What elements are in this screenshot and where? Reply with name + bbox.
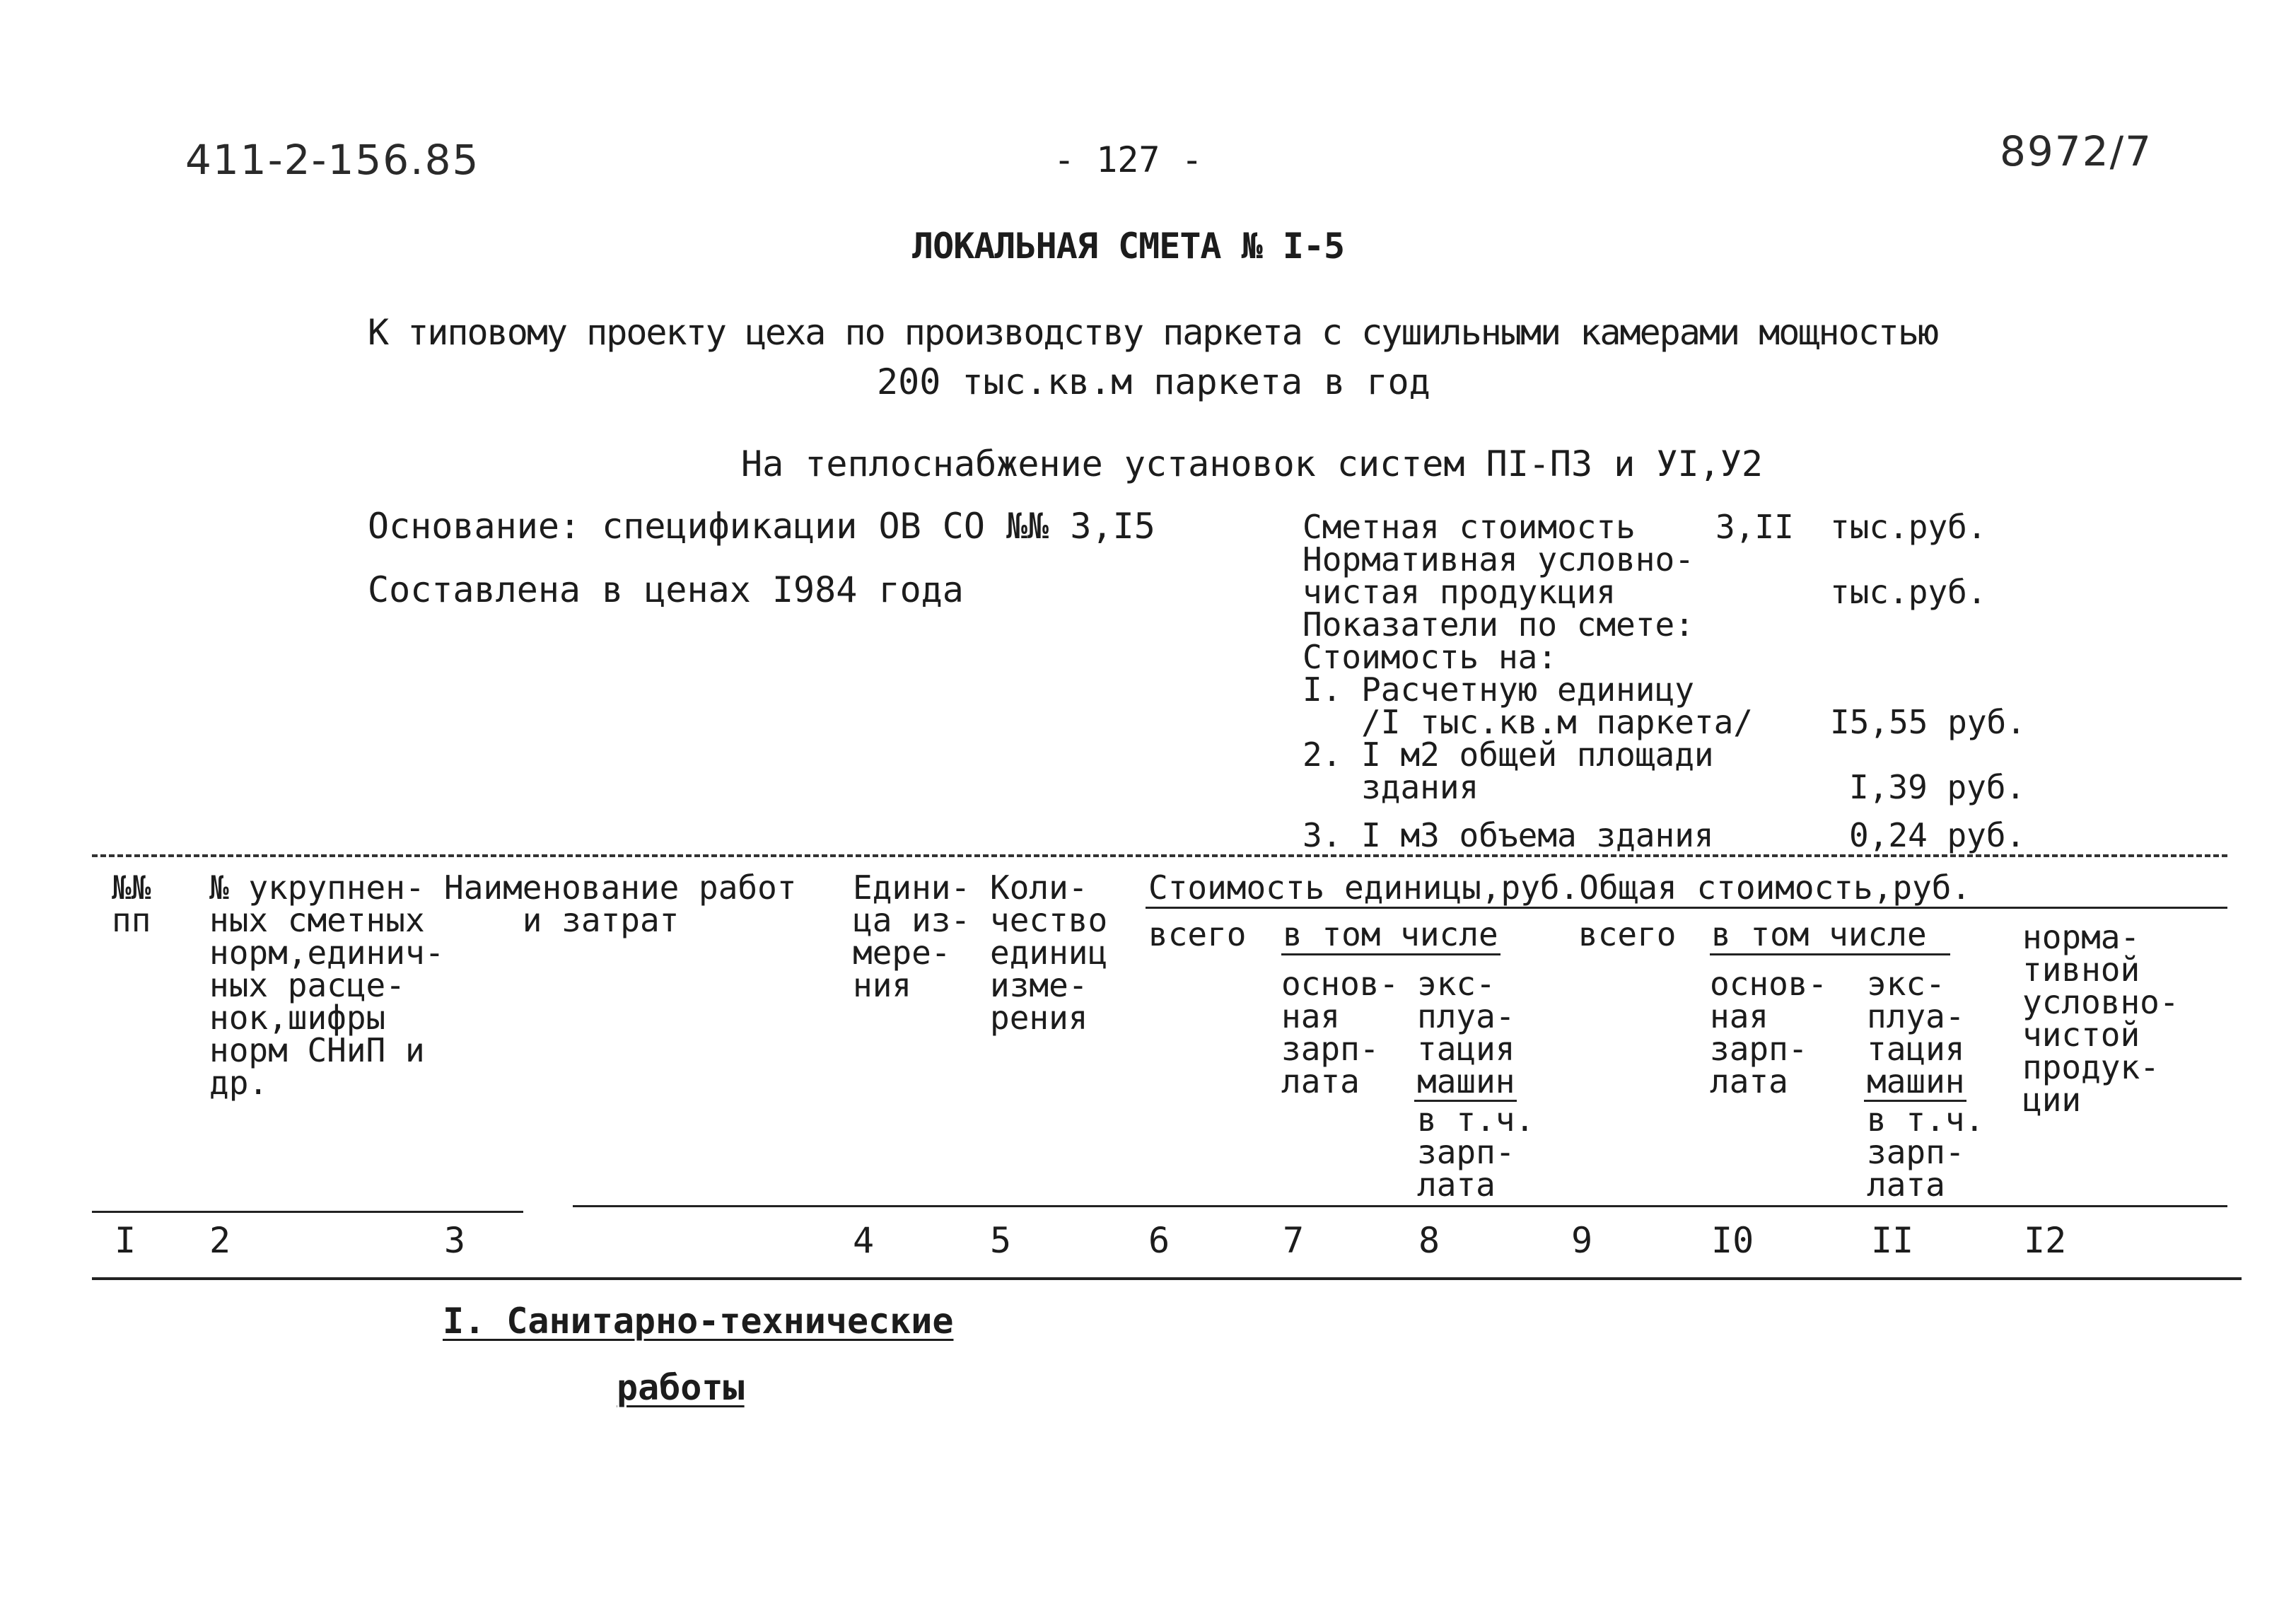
normative-product-label: Нормативная условно- чистая продукция [1303,540,1694,611]
project-subtitle-line1: К типовому проекту цеха по производству паркета с сушильными камерами мощностью [368,312,1938,353]
column-number: 7 [1283,1220,1305,1261]
col-quantity-header: Коли- чество единиц изме- рения [990,868,1108,1037]
archive-code: 8972/7 [2000,127,2153,175]
column-number: 5 [990,1220,1012,1261]
unit-incl-header: в том числе [1283,915,1498,953]
column-number: 2 [209,1220,231,1261]
unit-basic-wage-header: основ- ная зарп- лата [1281,965,1399,1100]
col-norm-code-header: № укрупнен- ных сметных норм,единич- ных расце- нок,шифры норм СНиП и др. [209,868,445,1102]
basis-specification: Основание: спецификации ОВ СО №№ 3,I5 [368,506,1155,547]
total-machines-wage-header: в т.ч. зарп- лата [1867,1100,1985,1204]
total-machines-header: экс- плуа- тация машин [1867,965,1965,1100]
total-incl-rule [1710,953,1950,955]
column-number: 6 [1148,1220,1170,1261]
estimated-cost-label: Сметная стоимость [1303,508,1636,546]
section-title-line1: I. Санитарно-технические [443,1301,954,1342]
col-normative-product-header: норма- тивной условно- чистой продук- ции [2022,918,2179,1119]
page-number: - 127 - [1054,139,1203,180]
column-number: II [1871,1220,1914,1261]
normative-product-unit: тыс.руб. [1830,573,1987,611]
indicator-per-unit-label: I. Расчетную единицу /I тыс.кв.м паркета/ [1303,670,1753,741]
total-basic-wage-header: оснoв- ная зарп- лата [1710,965,1828,1100]
header-bottom-rule-left [92,1211,523,1213]
column-number: 8 [1418,1220,1440,1261]
column-number: 4 [853,1220,875,1261]
cost-group-rule [1146,907,2227,909]
col-work-name-header: Наименование работ и затрат [444,868,797,939]
unit-incl-rule [1281,953,1500,955]
price-level: Составлена в ценах I984 года [368,569,964,610]
project-subtitle-line2: 200 тыс.кв.м паркета в год [877,361,1430,402]
col-number-header: №№ пп [112,868,151,939]
section-title-line2: работы [617,1367,745,1408]
indicator-per-area-value: I,39 руб. [1849,768,2026,806]
column-number: I [115,1220,136,1261]
estimate-purpose: На теплоснабжение установок систем ПI-П3 и УI,У2 [741,443,1763,484]
unit-total-header: всего [1148,915,1247,953]
unit-machines-header: экс- плуа- тация машин [1417,965,1515,1100]
indicator-per-area-label: 2. I м2 общей площади здания [1303,736,1714,806]
table-top-rule [92,854,2227,857]
col-unit-header: Едини- ца из- мере- ния [853,868,971,1004]
column-number: I0 [1711,1220,1754,1261]
total-incl-header: в том числе [1711,915,1927,953]
column-number: I2 [2024,1220,2067,1261]
numbers-bottom-rule [92,1277,2242,1280]
cost-per-label: Стоимость на: [1303,638,1558,676]
indicator-per-unit-value: I5,55 руб. [1830,703,2026,741]
document-code: 411-2-156.85 [185,136,480,184]
header-bottom-rule-right [573,1205,2227,1207]
cost-group-header: Стоимость единицы,руб.Общая стоимость,руб. [1148,868,1971,907]
unit-machines-wage-header: в т.ч. зарп- лата [1417,1100,1535,1204]
indicator-per-volume-label: 3. I м3 объема здания [1303,816,1714,854]
indicators-label: Показатели по смете: [1303,605,1694,644]
estimate-title: ЛОКАЛЬНАЯ СМЕТА № I-5 [912,226,1345,267]
total-total-header: всего [1578,915,1677,953]
indicator-per-volume-value: 0,24 руб. [1849,816,2026,854]
estimated-cost-value: 3,II [1715,508,1794,546]
column-number: 9 [1571,1220,1593,1261]
column-number: 3 [444,1220,466,1261]
estimated-cost-unit: тыс.руб. [1830,508,1987,546]
